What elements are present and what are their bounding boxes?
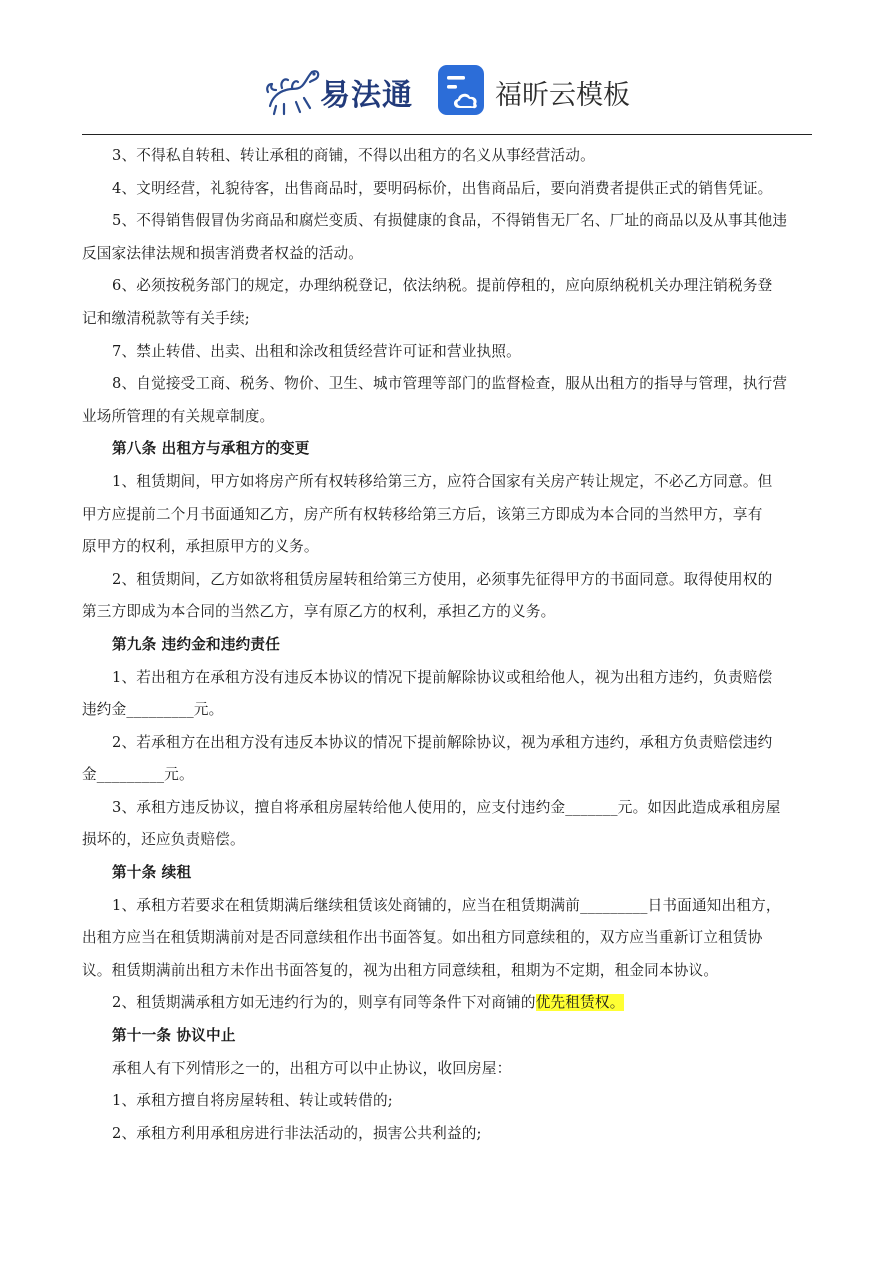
yifatong-logo <box>262 62 422 118</box>
line-text: 原甲方的权利，承担原甲方的义务。 <box>82 538 319 556</box>
paragraph-line <box>82 336 812 369</box>
line-text: 3、不得私自转租、转让承租的商铺，不得以出租方的名义从事经营活动。 <box>112 147 595 164</box>
section-heading <box>82 629 812 662</box>
contract-body <box>82 140 812 1150</box>
header-divider <box>82 134 812 135</box>
paragraph-line <box>82 466 812 499</box>
line-text: 6、必须按税务部门的规定，办理纳税登记，依法纳税。提前停租的，应向原纳税机关办理注销税务登 <box>112 277 773 295</box>
line-text: 2、租赁期间，乙方如欲将租赁房屋转租给第三方使用，必须事先征得甲方的书面同意。取得使用权的 <box>112 570 773 588</box>
paragraph-line <box>82 955 812 988</box>
line-text: 3、承租方违反协议，擅自将承租房屋转给他人使用的，应支付违约金_______元。如因此造成承租房屋 <box>112 798 781 816</box>
line-text: 8、自觉接受工商、税务、物价、卫生、城市管理等部门的监督检查，服从出租方的指导与管理，执行营 <box>112 375 788 393</box>
line-text: 1、承租方若要求在租赁期满后继续租赁该处商铺的，应当在租赁期满前_________日书面通知出租方， <box>112 896 781 914</box>
paragraph-line <box>82 303 812 336</box>
line-text: 4、文明经营，礼貌待客，出售商品时，要明码标价，出售商品后，要向消费者提供正式的销售凭证。 <box>112 179 773 197</box>
line-text: 第三方即成为本合同的当然乙方，享有原乙方的权利，承担乙方的义务。 <box>82 603 556 621</box>
paragraph-line <box>82 792 812 825</box>
section-heading <box>82 857 812 890</box>
line-text: 5、不得销售假冒伪劣商品和腐烂变质、有损健康的食品，不得销售无厂名、厂址的商品以及从事其他违 <box>112 212 788 230</box>
paragraph-line <box>82 890 812 923</box>
paragraph-line <box>82 1053 812 1086</box>
paragraph-line <box>82 140 812 173</box>
line-text: 反国家法律法规和损害消费者权益的活动。 <box>82 244 364 262</box>
paragraph-line <box>82 596 812 629</box>
line-text: 第八条 出租方与承租方的变更 <box>112 440 310 458</box>
line-text: 第十一条 协议中止 <box>112 1027 236 1045</box>
line-text: 损坏的，还应负责赔偿。 <box>82 831 245 849</box>
line-text: 7、禁止转借、出卖、出租和涂改租赁经营许可证和营业执照。 <box>112 342 521 360</box>
line-text: 第十条 续租 <box>112 864 192 882</box>
line-text: 1、承租方擅自将房屋转租、转让或转借的; <box>112 1092 393 1110</box>
cloud-document-icon <box>437 64 487 116</box>
line-text: 出租方应当在租赁期满前对是否同意续租作出书面答复。如出租方同意续租的，双方应当重新订立租赁协 <box>82 929 763 947</box>
paragraph-line <box>82 727 812 760</box>
line-text: 金_________元。 <box>82 766 194 784</box>
highlighted-text: 优先租赁权。 <box>535 994 625 1012</box>
qilin-icon <box>262 62 322 118</box>
paragraph-line <box>82 922 812 955</box>
section-heading <box>82 1020 812 1053</box>
logo-right-text: 福昕云模板 <box>495 80 630 111</box>
paragraph-line <box>82 499 812 532</box>
line-text: 1、租赁期间，甲方如将房产所有权转移给第三方，应符合国家有关房产转让规定，不必乙方同意。但 <box>112 472 773 490</box>
line-text: 业场所管理的有关规章制度。 <box>82 407 275 425</box>
paragraph-line <box>82 368 812 401</box>
paragraph-line <box>82 270 812 303</box>
paragraph-line <box>82 1085 812 1118</box>
line-text: 2、承租方利用承租房进行非法活动的，损害公共利益的; <box>112 1124 482 1142</box>
paragraph-line <box>82 531 812 564</box>
line-text: 违约金_________元。 <box>82 701 224 719</box>
foxit-template-logo <box>437 64 637 120</box>
paragraph-line <box>82 662 812 695</box>
paragraph-line <box>82 205 812 238</box>
paragraph-line <box>82 173 812 206</box>
document-header <box>0 58 893 128</box>
section-heading <box>82 433 812 466</box>
line-text: 第九条 违约金和违约责任 <box>112 635 281 653</box>
paragraph-line <box>82 401 812 434</box>
paragraph-line <box>82 824 812 857</box>
line-text: 议。租赁期满前出租方未作出书面答复的，视为出租方同意续租，租期为不定期，租金同本协议。 <box>82 961 719 979</box>
line-text: 承租人有下列情形之一的，出租方可以中止协议，收回房屋： <box>112 1059 512 1077</box>
line-text: 2、若承租方在出租方没有违反本协议的情况下提前解除协议，视为承租方违约，承租方负责赔偿违约 <box>112 733 773 751</box>
paragraph-line <box>82 694 812 727</box>
line-text: 记和缴清税款等有关手续; <box>82 309 250 327</box>
paragraph-line <box>82 1118 812 1151</box>
paragraph-line <box>82 564 812 597</box>
logo-left-text: 易法通 <box>320 78 413 113</box>
line-text: 2、租赁期满承租方如无违约行为的，则享有同等条件下对商铺的 <box>112 994 536 1012</box>
paragraph-line <box>82 759 812 792</box>
paragraph-line <box>82 238 812 271</box>
line-text: 1、若出租方在承租方没有违反本协议的情况下提前解除协议或租给他人，视为出租方违约，负责赔偿 <box>112 668 773 686</box>
line-text: 甲方应提前二个月书面通知乙方，房产所有权转移给第三方后，该第三方即成为本合同的当然甲方，享有 <box>82 505 763 523</box>
paragraph-line <box>82 987 812 1020</box>
